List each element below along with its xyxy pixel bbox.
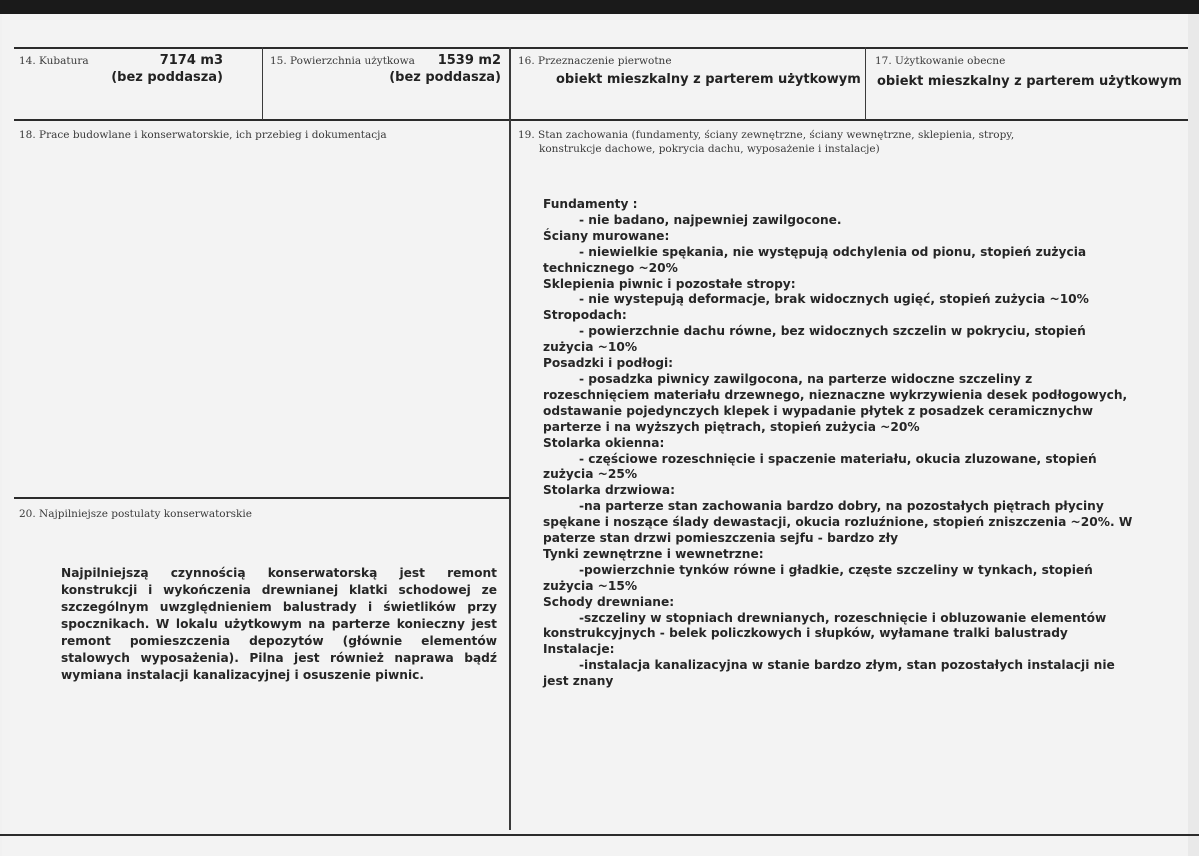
- condition-line: technicznego ~20%: [543, 260, 678, 275]
- field-18-label: 18. Prace budowlane i konserwatorskie, ich przebieg i dokumentacja: [19, 129, 387, 141]
- condition-heading-installations: Instalacje:: [543, 642, 615, 657]
- condition-line: zużycia ~15%: [543, 578, 638, 593]
- field-20-label: 20. Najpilniejsze postulaty konserwatorskie: [19, 508, 252, 520]
- field-15-value: 1539 m2: [437, 53, 501, 68]
- condition-description: [543, 197, 1133, 690]
- condition-line: - częściowe rozeschnięcie i spaczenie materiału, okucia zluzowane, stopień: [579, 451, 1097, 466]
- field-17-value: obiekt mieszkalny z parterem użytkowym: [877, 74, 1182, 89]
- condition-heading-roof: Stropodach:: [543, 308, 627, 323]
- condition-line: -na parterze stan zachowania bardzo dobry, na pozostałych piętrach płyciny: [579, 499, 1104, 514]
- condition-line: -instalacja kanalizacyjna w stanie bardzo złym, stan pozostałych instalacji nie: [579, 658, 1115, 673]
- field-16-value: obiekt mieszkalny z parterem użytkowym: [556, 72, 861, 87]
- section-20-rule: [14, 497, 509, 499]
- condition-heading-windows: Stolarka okienna:: [543, 435, 665, 450]
- field-15-note: (bez poddasza): [389, 70, 501, 85]
- condition-line: odstawanie pojedynczych klepek i wypadanie płytek z posadzek ceramicznychw: [543, 403, 1093, 418]
- condition-line: - powierzchnie dachu równe, bez widocznych szczelin w pokryciu, stopień: [579, 324, 1086, 339]
- divider-15-16: [509, 47, 511, 830]
- header-bottom-rule: [14, 119, 1188, 121]
- condition-line: -powierzchnie tynków równe i gładkie, częste szczeliny w tynkach, stopień: [579, 562, 1093, 577]
- condition-heading-foundations: Fundamenty :: [543, 197, 638, 211]
- field-16-label: 16. Przeznaczenie pierwotne: [518, 55, 672, 67]
- condition-line: - niewielkie spękania, nie występują odchylenia od pionu, stopień zużycia: [579, 244, 1087, 259]
- conservation-postulates-text: Najpilniejszą czynnością konserwatorską jest remont konstrukcji i wykończenia drewnianej klatki schodowej ze szczególnym uwzględnieniem balustrady i świetlików przy spocznikach. W lokalu użytkowym na parterze konieczny jest remont pomieszczenia depozytów (głównie elementów stalowych wyposażenia). Pilna jest również naprawa bądź wymiana instalacji kanalizacyjnej i osuszenie piwnic.: [61, 566, 497, 682]
- field-14-note: (bez poddasza): [111, 70, 223, 85]
- field-14-value: 7174 m3: [159, 53, 223, 68]
- condition-line: - nie badano, najpewniej zawilgocone.: [579, 212, 842, 227]
- condition-line: parterze i na wyższych piętrach, stopień zużycia ~20%: [543, 419, 920, 434]
- condition-line: -szczeliny w stopniach drewnianych, rozeschnięcie i obluzowanie elementów: [579, 610, 1107, 625]
- field-15-label: 15. Powierzchnia użytkowa: [270, 55, 415, 67]
- condition-line: - nie wystepują deformacje, brak widocznych ugięć, stopień zużycia ~10%: [579, 292, 1089, 307]
- page-bottom-rule: [0, 834, 1199, 836]
- divider-14-15: [262, 47, 263, 120]
- field-19-label-line1: 19. Stan zachowania (fundamenty, ściany zewnętrzne, ściany wewnętrzne, sklepienia, stropy,: [518, 129, 1015, 141]
- scan-right-edge: [1188, 14, 1199, 856]
- field-17-label: 17. Użytkowanie obecne: [875, 55, 1006, 67]
- condition-heading-plaster: Tynki zewnętrzne i wewnetrzne:: [543, 546, 764, 561]
- condition-line: spękane i noszące ślady dewastacji, okucia rozluźnione, stopień zniszczenia ~20%. W: [543, 515, 1133, 530]
- condition-heading-floors: Posadzki i podłogi:: [543, 356, 674, 371]
- field-14-label: 14. Kubatura: [19, 55, 89, 67]
- condition-line: konstrukcyjnych - belek policzkowych i słupków, wyłamane tralki balustrady: [543, 626, 1068, 641]
- condition-line: paterze stan drzwi pomieszczenia sejfu - bardzo zły: [543, 531, 899, 546]
- condition-line: jest znany: [543, 674, 614, 689]
- field-19-label-line2: konstrukcje dachowe, pokrycia dachu, wyposażenie i instalacje): [539, 143, 880, 155]
- condition-heading-walls: Ściany murowane:: [543, 228, 670, 243]
- condition-line: rozeschnięciem materiału drzewnego, nieznaczne wykrzywienia desek podłogowych,: [543, 387, 1128, 402]
- condition-heading-stairs: Schody drewniane:: [543, 594, 675, 609]
- divider-16-17: [865, 47, 866, 120]
- condition-line: - posadzka piwnicy zawilgocona, na parterze widoczne szczeliny z: [579, 371, 1033, 386]
- condition-line: zużycia ~25%: [543, 467, 638, 482]
- condition-heading-doors: Stolarka drzwiowa:: [543, 483, 675, 498]
- header-top-rule: [14, 47, 1188, 49]
- condition-line: zużycia ~10%: [543, 340, 638, 355]
- condition-heading-vaults: Sklepienia piwnic i pozostałe stropy:: [543, 276, 796, 291]
- scan-top-border: [0, 0, 1199, 14]
